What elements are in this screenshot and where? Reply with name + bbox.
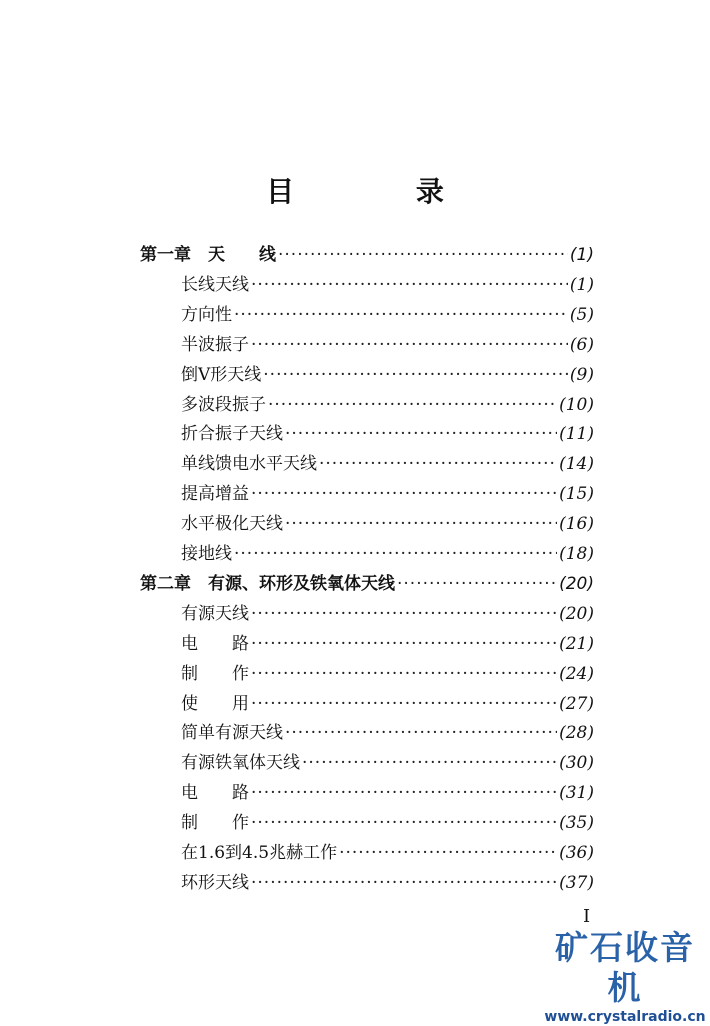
toc-section-entry [181, 363, 594, 387]
toc-entry-page: (11) [559, 424, 594, 445]
toc-section-entry [181, 303, 594, 327]
toc-entry-page: (20) [559, 573, 594, 594]
toc-entry-title: 长线天线 [181, 274, 249, 295]
toc-section-entry [181, 841, 594, 865]
toc-entry-title: 制 作 [181, 813, 249, 834]
toc-entry-title: 半波振子 [181, 334, 249, 355]
dot-leader [397, 572, 557, 596]
dot-leader [251, 482, 557, 506]
watermark-logo: 矿石收音机 [555, 928, 695, 1007]
toc-section-entry [181, 482, 594, 506]
toc-chapter-entry [140, 243, 594, 267]
toc-entry-page: (20) [559, 603, 594, 624]
toc-entry-page: (28) [559, 723, 594, 744]
dot-leader [285, 512, 557, 536]
toc-section-entry [181, 422, 594, 446]
page-number: I [583, 906, 591, 927]
toc-section-entry [181, 333, 594, 357]
dot-leader [251, 273, 568, 297]
toc-entry-title: 第二章 有源、环形及铁氧体天线 [140, 573, 395, 594]
dot-leader [251, 871, 557, 895]
toc-section-entry [181, 721, 594, 745]
toc-chapter-entry [140, 572, 594, 596]
dot-leader [251, 811, 557, 835]
toc-entry-title: 水平极化天线 [181, 514, 283, 535]
toc-section-entry [181, 871, 594, 895]
toc-section-entry [181, 452, 594, 476]
toc-entry-page: (5) [569, 304, 594, 325]
toc-entry-page: (14) [559, 454, 594, 475]
dot-leader [251, 662, 557, 686]
toc-entry-page: (10) [559, 394, 594, 415]
toc-entry-page: (30) [559, 753, 594, 774]
dot-leader [251, 602, 557, 626]
toc-entry-title: 方向性 [181, 304, 232, 325]
toc-entry-title: 折合振子天线 [181, 424, 283, 445]
toc-section-entry [181, 393, 594, 417]
toc-entry-page: (18) [559, 544, 594, 564]
dot-leader [234, 303, 568, 327]
toc-entry-title: 提高增益 [181, 484, 249, 505]
dot-leader [251, 781, 557, 805]
toc-entry-page: (1) [569, 274, 594, 295]
dot-leader [285, 721, 557, 745]
toc-entry-page: (15) [559, 484, 594, 505]
toc-entry-title: 电 路 [181, 783, 249, 804]
toc-section-entry [181, 662, 594, 686]
dot-leader [251, 632, 557, 656]
toc-entry-page: (36) [559, 843, 594, 863]
watermark-url: www.crystalradio.cn [544, 1009, 706, 1025]
dot-leader [251, 333, 568, 357]
toc-entry-page: (37) [559, 872, 594, 893]
toc-section-entry [181, 692, 594, 716]
toc-entry-title: 多波段振子 [181, 394, 266, 415]
toc-entry-title: 接地线 [181, 544, 232, 564]
dot-leader [339, 841, 557, 865]
toc-entry-page: (9) [569, 364, 594, 385]
dot-leader [234, 542, 557, 566]
toc-entry-page: (16) [559, 514, 594, 535]
toc-entry-page: (24) [559, 663, 594, 684]
dot-leader [251, 692, 557, 716]
dot-leader [263, 363, 568, 387]
toc-entry-title: 单线馈电水平天线 [181, 454, 317, 475]
toc-entry-title: 简单有源天线 [181, 723, 283, 744]
dot-leader [302, 751, 557, 775]
dot-leader [268, 393, 557, 417]
toc-section-entry [181, 273, 594, 297]
toc-entry-title: 倒V形天线 [181, 364, 262, 385]
toc-section-entry [181, 781, 594, 805]
page-title: 目 录 [266, 175, 500, 208]
toc-entry-title: 在1.6到4.5兆赫工作 [181, 843, 338, 863]
toc-entry-title: 制 作 [181, 663, 249, 684]
toc-section-entry [181, 632, 594, 656]
toc-section-entry [181, 751, 594, 775]
dot-leader [278, 243, 568, 267]
toc-section-entry [181, 542, 594, 566]
watermark [540, 928, 710, 1025]
toc-entry-title: 环形天线 [181, 872, 249, 893]
toc-entry-title: 有源铁氧体天线 [181, 753, 300, 774]
dot-leader [319, 452, 557, 476]
dot-leader [285, 422, 557, 446]
toc-section-entry [181, 602, 594, 626]
toc-entry-page: (1) [569, 245, 594, 265]
toc-entry-page: (27) [559, 693, 594, 714]
toc-section-entry [181, 811, 594, 835]
toc-entry-title: 电 路 [181, 633, 249, 654]
toc-entry-title: 第一章 天 线 [140, 245, 276, 265]
toc-entry-page: (21) [559, 633, 594, 654]
toc-entry-page: (35) [559, 813, 594, 834]
toc-entry-title: 使 用 [181, 693, 249, 714]
toc-entry-page: (31) [559, 783, 594, 804]
toc-section-entry [181, 512, 594, 536]
toc-entry-title: 有源天线 [181, 603, 249, 624]
toc-entry-page: (6) [569, 334, 594, 355]
